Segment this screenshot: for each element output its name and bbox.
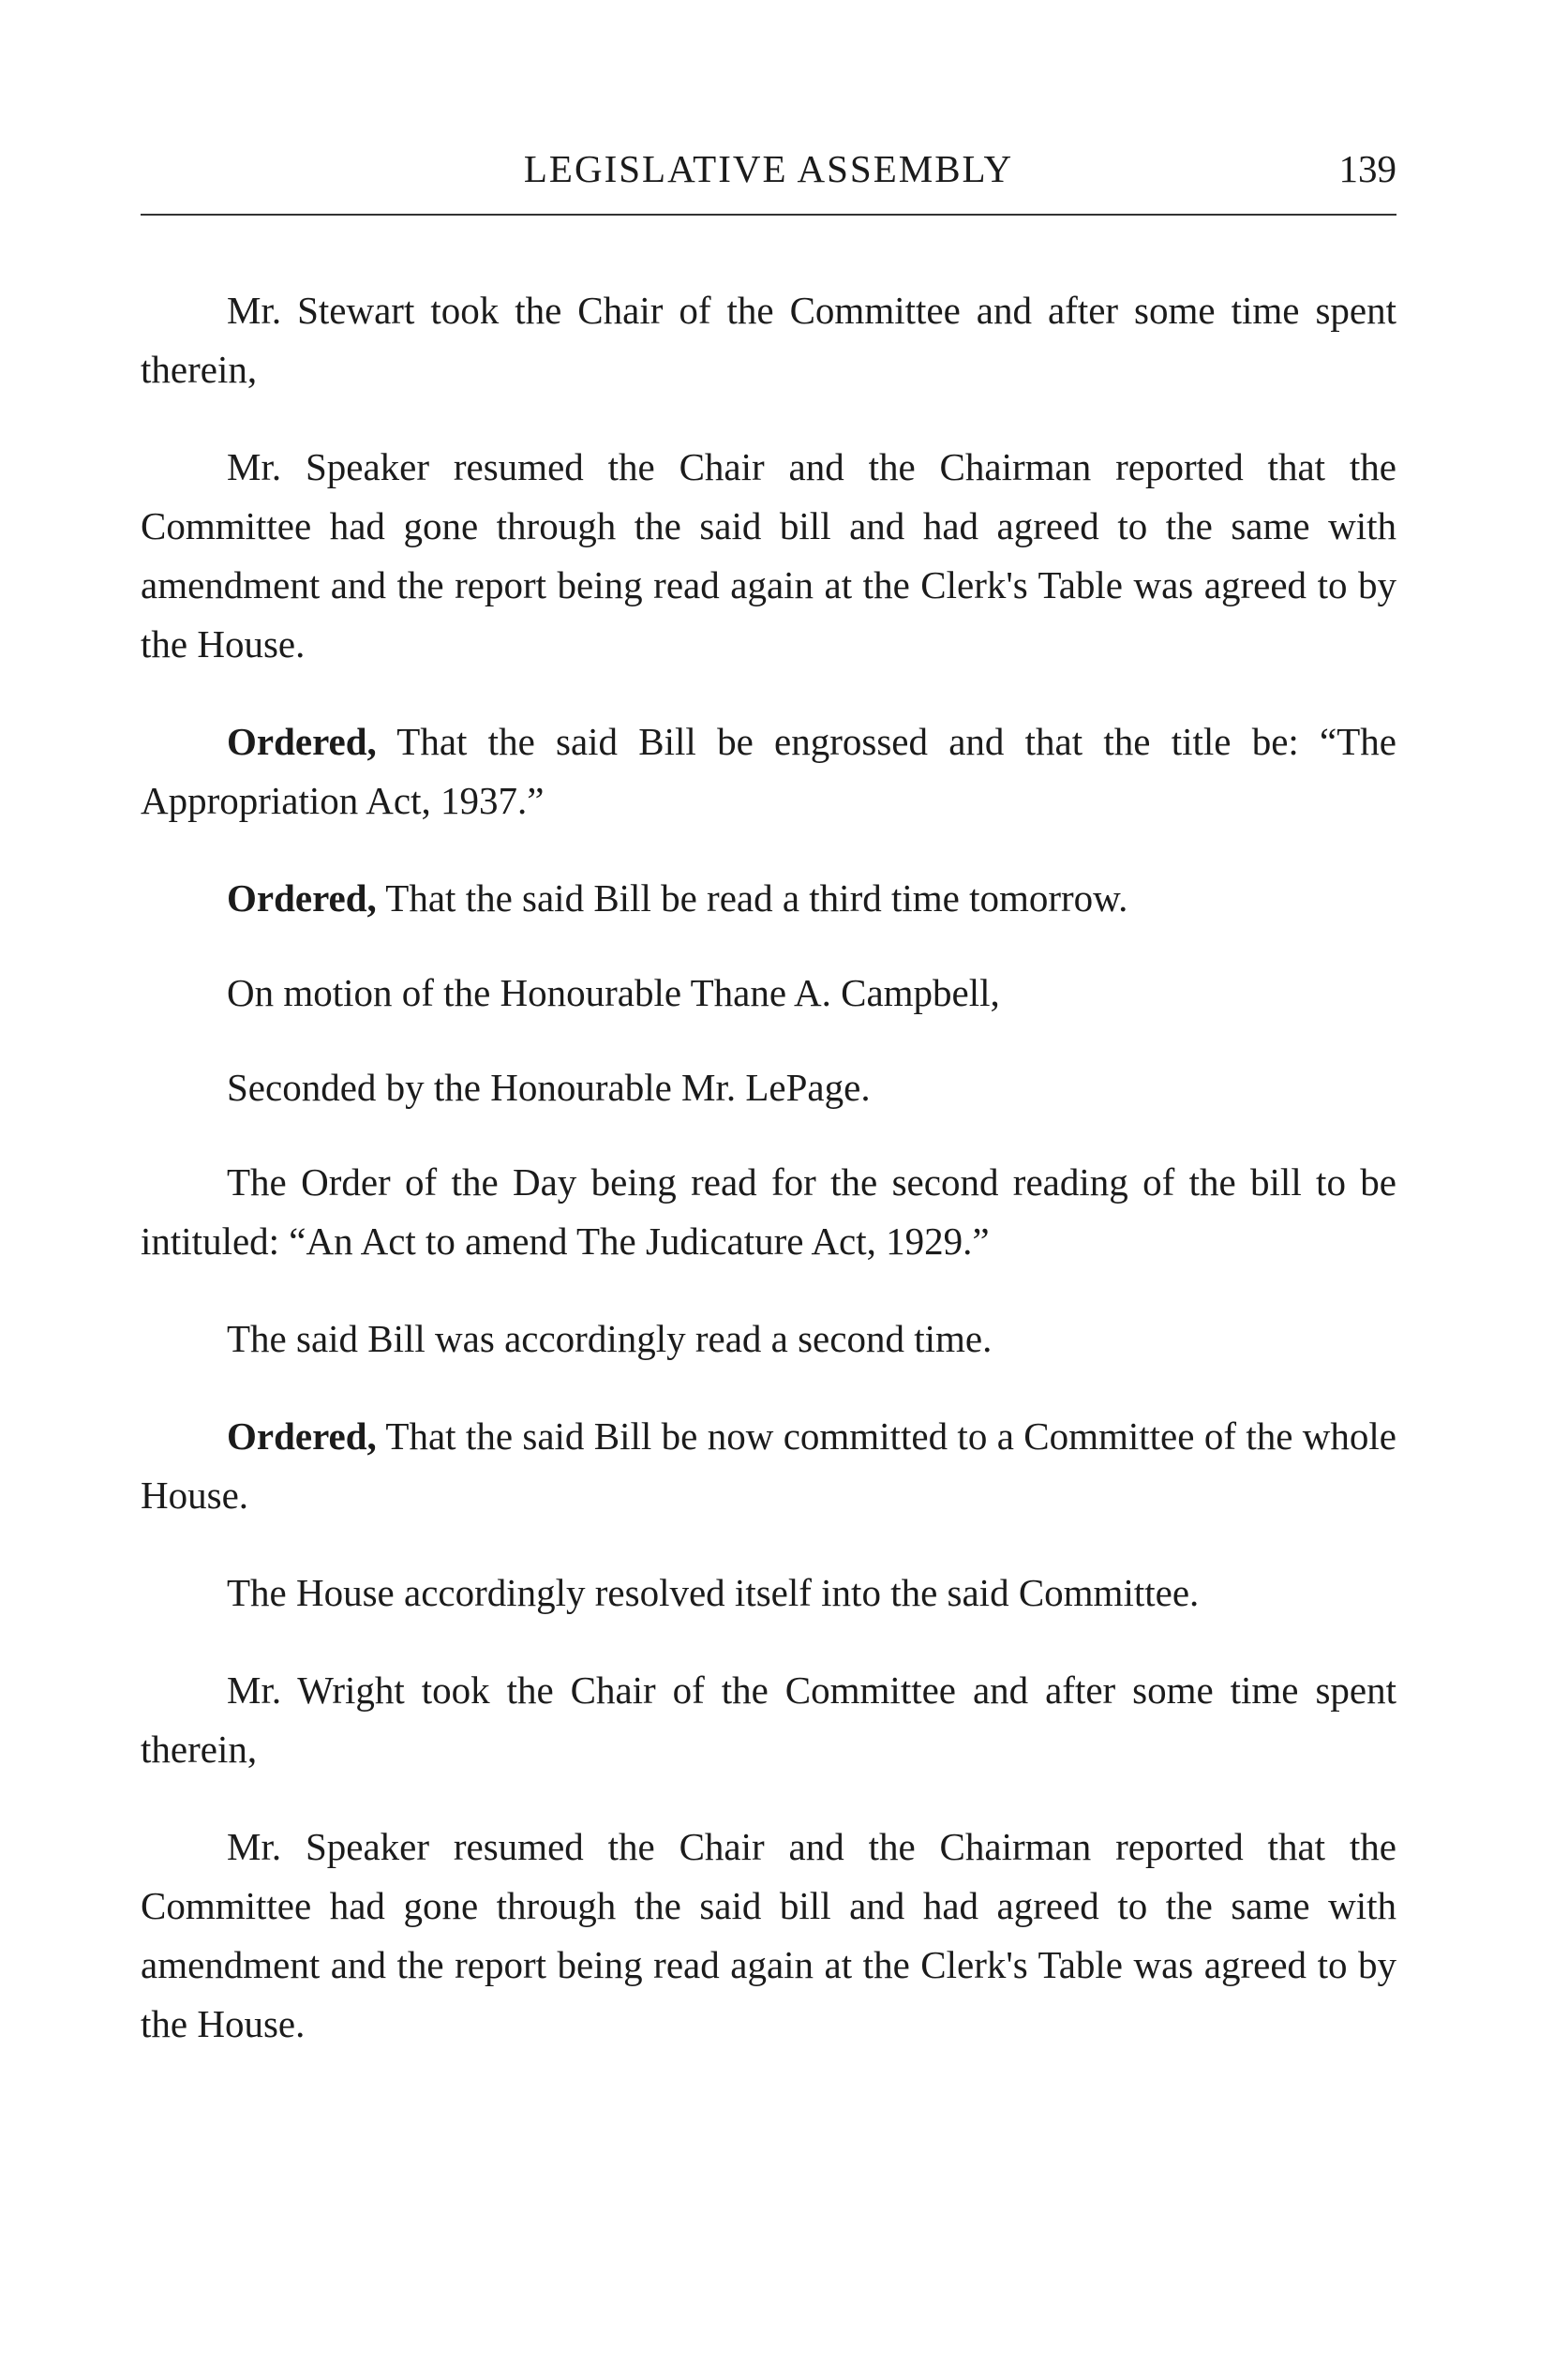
paragraph-text: That the said Bill be engrossed and that the title be: “The Appropriation Act, 1937.” [141, 720, 1396, 822]
body-text [141, 281, 1396, 2092]
paragraph-text: That the said Bill be now committed to a Committee of the whole House. [141, 1414, 1396, 1517]
paragraph [141, 1058, 1396, 1117]
ordered-lead: Ordered, [227, 1414, 377, 1458]
page-number: 139 [1338, 147, 1396, 190]
ordered-lead: Ordered, [227, 720, 377, 763]
paragraph [141, 1309, 1396, 1369]
paragraph-text: Seconded by the Honourable Mr. LePage. [227, 1066, 871, 1109]
paragraph [141, 281, 1396, 399]
paragraph-text: Mr. Stewart took the Chair of the Committee and after some time spent therein, [141, 289, 1396, 391]
paragraph-text: Mr. Speaker resumed the Chair and the Chairman reported that the Committee had gone through the said bill and had agreed to the same with amendment and the report being read again at the Clerk's Table was agreed to by the House. [141, 445, 1396, 666]
paragraph [141, 1818, 1396, 2054]
paragraph-text: On motion of the Honourable Thane A. Campbell, [227, 971, 1000, 1014]
paragraph [141, 869, 1396, 928]
paragraph [141, 438, 1396, 674]
paragraph-text: The said Bill was accordingly read a second time. [227, 1317, 993, 1360]
document-page [141, 0, 1396, 2379]
ordered-lead: Ordered, [227, 876, 377, 920]
header-rule [141, 214, 1396, 216]
running-title: LEGISLATIVE ASSEMBLY [523, 147, 1014, 190]
paragraph [141, 712, 1396, 830]
paragraph [141, 1661, 1396, 1779]
running-head [141, 141, 1396, 197]
paragraph [141, 1407, 1396, 1525]
paragraph [141, 1153, 1396, 1271]
paragraph-text: The House accordingly resolved itself into the said Committee. [227, 1571, 1200, 1614]
paragraph-text: Mr. Wright took the Chair of the Committee and after some time spent therein, [141, 1668, 1396, 1771]
paragraph-text: That the said Bill be read a third time tomorrow. [376, 876, 1128, 920]
paragraph-text: The Order of the Day being read for the second reading of the bill to be intituled: “An Act to amend The Judicature Act, 1929.” [141, 1160, 1396, 1263]
paragraph [141, 1564, 1396, 1623]
paragraph-text: Mr. Speaker resumed the Chair and the Chairman reported that the Committee had gone through the said bill and had agreed to the same with amendment and the report being read again at the Clerk's Table was agreed to by the House. [141, 1825, 1396, 2045]
paragraph [141, 964, 1396, 1023]
